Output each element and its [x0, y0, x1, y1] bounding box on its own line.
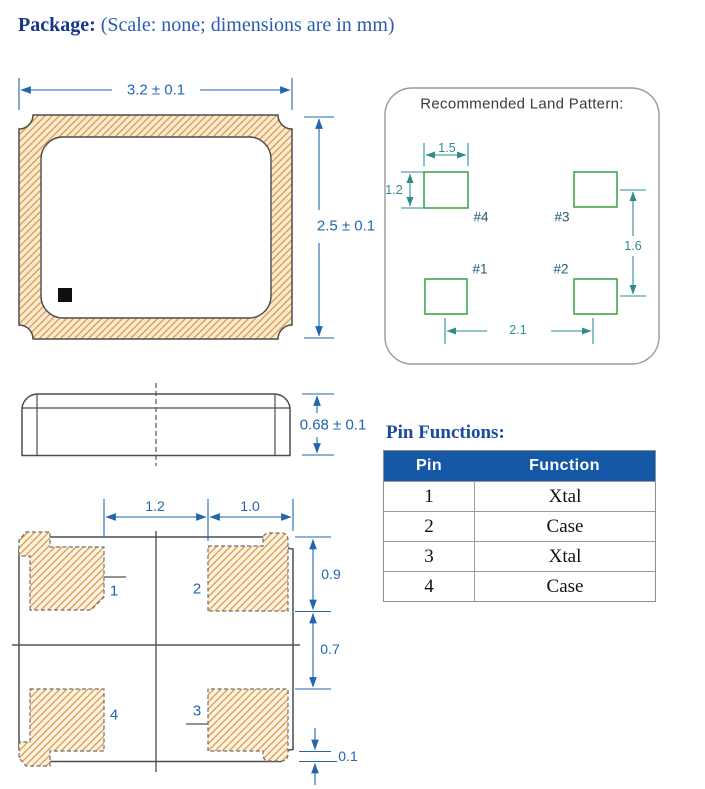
- top-view-width-dimension: 3.2 ± 0.1: [126, 81, 186, 99]
- land-pattern-pad-height-dim: 1.2: [385, 183, 403, 197]
- function-column-header: Function: [529, 457, 600, 474]
- table-row: [384, 541, 655, 571]
- pin-function-cell: Xtal: [548, 545, 582, 567]
- bottom-view-pads: [19, 532, 288, 766]
- pin-column-header: Pin: [415, 457, 443, 474]
- land-pattern-title: Recommended Land Pattern:: [420, 95, 624, 113]
- bottom-pin-label-1: 1: [109, 582, 119, 600]
- pin-function-cell: Case: [546, 575, 584, 597]
- bottom-pad-2: [208, 533, 288, 611]
- bottom-view-pad-gap-dim: 0.7: [320, 641, 340, 657]
- bottom-view-pad-height-dim: 0.9: [321, 566, 341, 582]
- bottom-pad-3: [208, 689, 288, 761]
- pin-function-cell: Xtal: [548, 485, 582, 507]
- land-pattern-horizontal-pitch-dim: 2.1: [509, 323, 527, 337]
- table-row: [384, 481, 655, 511]
- bottom-pad-1: [19, 532, 104, 610]
- land-pattern-vertical-pitch-dim: 1.6: [621, 239, 644, 253]
- top-view-height-dimension: 2.5 ± 0.1: [314, 218, 378, 235]
- bottom-pin-label-3: 3: [192, 702, 202, 720]
- land-pad-label-3: #3: [554, 209, 570, 225]
- bottom-pin-label-2: 2: [192, 580, 202, 598]
- table-row: [384, 571, 655, 601]
- pin-functions-table: [383, 450, 656, 602]
- pin-functions-heading: Pin Functions:: [386, 422, 505, 443]
- side-view-thickness-dimension: 0.68 ± 0.1: [299, 416, 367, 434]
- side-view-outline: [22, 383, 290, 466]
- page-title-subtitle: (Scale: none; dimensions are in mm): [100, 14, 395, 36]
- pin-number-cell: 2: [384, 512, 475, 541]
- bottom-view-pad-span-dim: 1.2: [145, 498, 165, 514]
- top-view-package-outline: [19, 115, 292, 339]
- page-title: [18, 14, 395, 37]
- bottom-pin-label-4: 4: [109, 706, 119, 724]
- bottom-view-edge-gap-dim: 0.1: [338, 748, 358, 764]
- pin-function-cell: Case: [546, 515, 584, 537]
- page-title-label: Package:: [18, 14, 96, 36]
- pin-functions-table-header-row: [384, 451, 655, 481]
- land-pad-label-1: #1: [472, 261, 488, 277]
- bottom-pad-4: [19, 689, 104, 766]
- pin1-marker-square: [58, 288, 72, 302]
- land-pad-label-2: #2: [553, 261, 569, 277]
- table-row: [384, 511, 655, 541]
- pin-number-cell: 4: [384, 572, 475, 601]
- pin-number-cell: 3: [384, 542, 475, 571]
- land-pattern-pad-width-dim: 1.5: [438, 141, 456, 155]
- land-pad-label-4: #4: [473, 209, 489, 225]
- pin-number-cell: 1: [384, 482, 475, 511]
- bottom-view-pad-width-dim: 1.0: [240, 498, 260, 514]
